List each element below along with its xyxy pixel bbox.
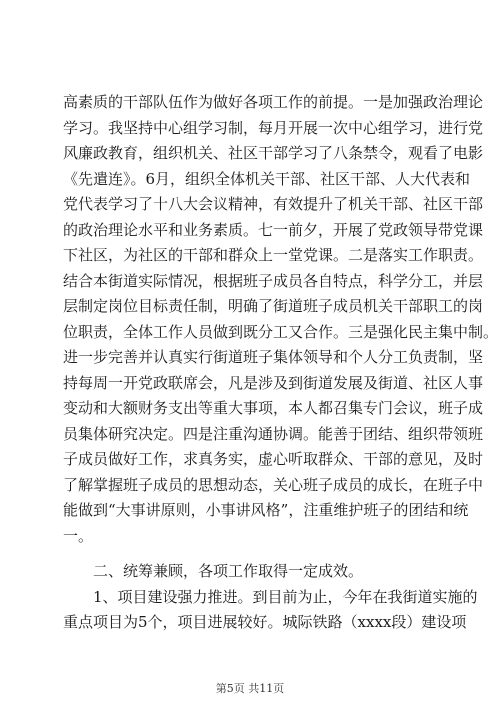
text-line: 党代表学习了十八大会议精神，有效提升了机关干部、社区干部: [63, 195, 484, 213]
text-line: 位职责，全体工作人员做到既分工又合作。三是强化民主集中制。: [63, 322, 499, 341]
text-line: 结合本街道实际情况，根据班子成员各自特点，科学分工，并层: [63, 271, 484, 290]
text-line: 1、项目建设强力推进。到目前为止，今年在我街道实施的: [93, 587, 478, 606]
text-line: 学习。我坚持中心组学习制，每月开展一次中心组学习，进行党: [63, 118, 484, 137]
text-line: 层制定岗位目标责任制，明确了街道班子成员机关干部职工的岗: [63, 297, 484, 315]
text-line: 下社区，为社区的干部和群众上一堂党课。二是落实工作职责。: [63, 246, 484, 264]
text-line: 持每周一开党政联席会，凡是涉及到街道发展及街道、社区人事: [63, 373, 484, 392]
text-line: 能做到“大事讲原则，小事讲风格”，注重维护班子的团结和统: [63, 501, 469, 519]
text-line: 员集体研究决定。四是注重沟通协调。能善于团结、组织带领班: [63, 424, 484, 443]
document-body: [63, 90, 499, 636]
text-line: 进一步完善并认真实行街道班子集体领导和个人分工负责制，坚: [63, 348, 484, 366]
text-line: 《先遣连》。6月，组织全体机关干部、社区干部、人大代表和: [63, 169, 471, 188]
page-footer: 第5页 共11页: [215, 682, 285, 695]
text-line: 子成员做好工作，求真务实，虚心听取群众、干部的意见，及时: [63, 450, 484, 468]
text-line: 风廉政教育，组织机关、社区干部学习了八条禁令，观看了电影: [63, 144, 484, 162]
text-line: 高素质的干部队伍作为做好各项工作的前提。一是加强政治理论: [63, 93, 484, 111]
text-line: 变动和大额财务支出等重大事项，本人都召集专门会议，班子成: [63, 399, 484, 417]
text-line: 一。: [63, 526, 94, 545]
text-line: 了解掌握班子成员的思想动态，关心班子成员的成长，在班子中: [63, 475, 484, 494]
text-line: 的政治理论水平和业务素质。七一前夕，开展了党政领导带党课: [63, 220, 484, 239]
text-line: 重点项目为5个，项目进展较好。城际铁路（xxxx段）建设项: [63, 613, 467, 631]
section-heading: 二、统筹兼顾，各项工作取得一定成效。: [93, 562, 364, 580]
